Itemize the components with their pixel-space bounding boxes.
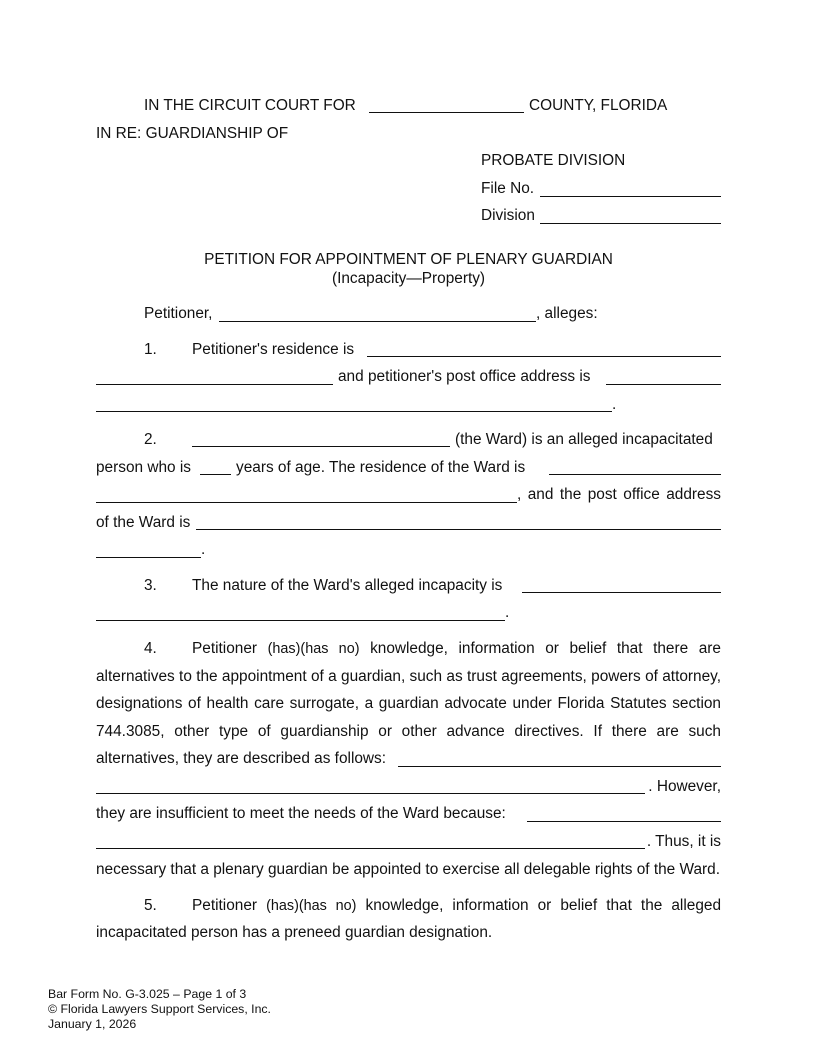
ward-residence-blank-1[interactable] <box>549 474 721 475</box>
para5-petitioner: Petitioner <box>192 897 258 914</box>
para5-number: 5. <box>144 897 157 914</box>
para2-ward-text: (the Ward) is an alleged incapacitated <box>455 431 713 448</box>
probate-division: PROBATE DIVISION <box>481 152 626 169</box>
para3-nature-label: The nature of the Ward's alleged incapacity is <box>192 577 503 594</box>
para4-petitioner: Petitioner <box>192 640 258 657</box>
insufficient-reason-blank-2[interactable] <box>96 848 645 849</box>
ward-po-blank-2[interactable] <box>96 557 201 558</box>
ward-age-blank[interactable] <box>200 474 231 475</box>
alternatives-blank-1[interactable] <box>398 766 721 767</box>
para4-has-choice[interactable]: (has)(has no) <box>267 641 360 657</box>
footer-copyright: © Florida Lawyers Support Services, Inc. <box>48 1002 271 1016</box>
para5-line2: incapacitated person has a preneed guardian designation. <box>96 924 493 941</box>
para2-period: . <box>201 541 206 558</box>
para1-period: . <box>612 396 617 413</box>
footer-date: January 1, 2026 <box>48 1017 137 1031</box>
ward-name-blank[interactable] <box>192 446 450 447</box>
para4-insufficient: they are insufficient to meet the needs of the Ward because: <box>96 805 506 822</box>
para4-line1 <box>192 640 721 658</box>
para3-period: . <box>505 604 510 621</box>
para4-line1-rest: knowledge, information or belief that there are <box>370 640 721 657</box>
para4-however: . However, <box>648 778 721 795</box>
petitioner-residence-blank-1[interactable] <box>367 356 721 357</box>
para2-years-text: years of age. The residence of the Ward is <box>236 459 526 476</box>
incapacity-nature-blank-2[interactable] <box>96 620 505 621</box>
para1-residence-label: Petitioner's residence is <box>192 341 355 358</box>
alleges-text: , alleges: <box>536 305 598 322</box>
division-blank[interactable] <box>540 223 721 224</box>
in-re-heading: IN RE: GUARDIANSHIP OF <box>96 125 289 142</box>
petitioner-label: Petitioner, <box>144 305 213 322</box>
para2-and-po: , and the post office address <box>517 486 721 503</box>
para2-number: 2. <box>144 431 157 448</box>
para1-number: 1. <box>144 341 157 358</box>
county-blank[interactable] <box>369 112 524 113</box>
para1-po-label: and petitioner's post office address is <box>338 368 591 385</box>
insufficient-reason-blank-1[interactable] <box>527 821 721 822</box>
petitioner-po-blank-1[interactable] <box>606 384 721 385</box>
division-label: Division <box>481 207 535 224</box>
file-no-label: File No. <box>481 180 535 197</box>
petition-title: PETITION FOR APPOINTMENT OF PLENARY GUARDIAN <box>204 251 613 268</box>
para3-number: 3. <box>144 577 157 594</box>
incapacity-nature-blank-1[interactable] <box>522 592 721 593</box>
para4-line2: alternatives to the appointment of a guardian, such as trust agreements, powers of attorney, <box>96 668 721 685</box>
para4-thus: . Thus, it is <box>646 833 721 850</box>
para5-line1-rest: knowledge, information or belief that the alleged <box>365 897 722 914</box>
para4-line5: alternatives, they are described as follows: <box>96 750 387 767</box>
petitioner-name-blank[interactable] <box>219 321 536 322</box>
para2-of-ward: of the Ward is <box>96 514 191 531</box>
court-suffix: COUNTY, FLORIDA <box>529 97 668 114</box>
alternatives-blank-2[interactable] <box>96 793 645 794</box>
ward-residence-blank-2[interactable] <box>96 502 517 503</box>
petitioner-residence-blank-2[interactable] <box>96 384 333 385</box>
para4-line4: 744.3085, other type of guardianship or other advance directives. If there are such <box>96 723 721 740</box>
para2-who-is: person who is <box>96 459 191 476</box>
file-no-blank[interactable] <box>540 196 721 197</box>
para4-line3: designations of health care surrogate, a guardian advocate under Florida Statutes section <box>96 695 721 712</box>
petition-subtitle: (Incapacity—Property) <box>331 270 486 287</box>
court-prefix: IN THE CIRCUIT COURT FOR <box>144 97 356 114</box>
para5-has-choice[interactable]: (has)(has no) <box>266 898 357 914</box>
para4-number: 4. <box>144 640 157 657</box>
para4-final: necessary that a plenary guardian be appointed to exercise all delegable rights of the Ward. <box>96 861 720 878</box>
ward-po-blank-1[interactable] <box>196 529 721 530</box>
para5-line1 <box>192 897 721 915</box>
petitioner-po-blank-2[interactable] <box>96 411 612 412</box>
footer-form-number: Bar Form No. G-3.025 – Page 1 of 3 <box>48 987 247 1001</box>
